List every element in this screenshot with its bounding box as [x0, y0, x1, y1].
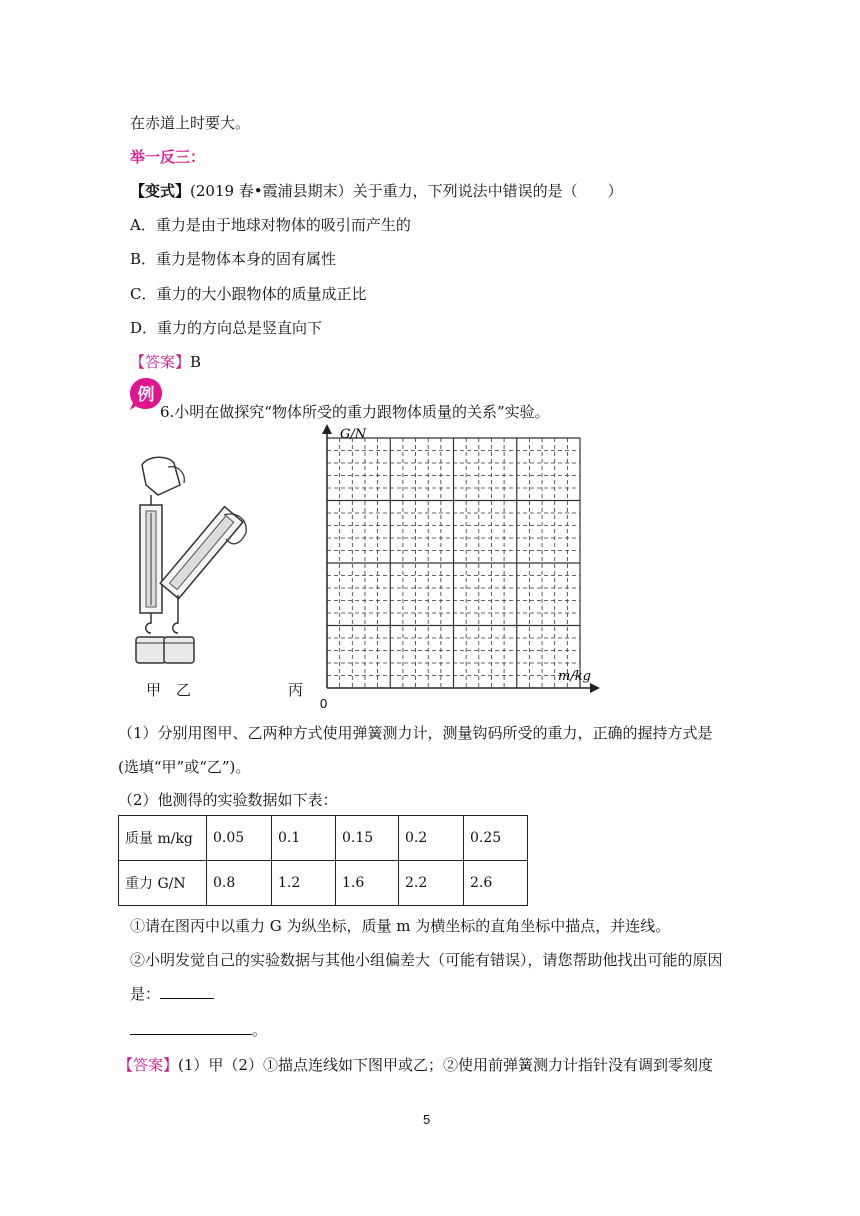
x-axis-arrow-icon [590, 683, 600, 693]
top-text-line: 在赤道上时要大。 [130, 114, 251, 132]
fig-label-yi: 乙 [176, 681, 192, 699]
answer-value: B [190, 353, 202, 371]
answer-text: (1）甲（2）①描点连线如下图甲或乙；②使用前弹簧测力计指针没有调到零刻度 [178, 1056, 713, 1074]
y-axis-label: G/N [340, 427, 367, 442]
page-number: 5 [423, 1112, 431, 1127]
table-row [119, 861, 528, 906]
table-cell: 0.15 [336, 816, 399, 861]
fig-label-jia: 甲 [146, 681, 162, 699]
variant-tag: 【变式】 [130, 182, 191, 200]
answer-blank-2 [130, 1020, 252, 1035]
table-cell: 2.2 [399, 861, 464, 906]
variant-stem: (2019 春•霞浦县期末）关于重力，下列说法中错误的是（ ） [190, 182, 623, 200]
question-2b: ②小明发觉自己的实验数据与其他小组偏差大（可能有错误），请您帮助他找出可能的原因 [130, 951, 723, 969]
origin-label: 0 [320, 696, 328, 710]
table-cell: 重力 G/N [119, 861, 207, 906]
question-2c-text: 是： [130, 985, 161, 1003]
table-cell: 质量 m/kg [119, 816, 207, 861]
table-cell: 2.6 [464, 861, 528, 906]
answer-tag: 【答案】 [130, 353, 191, 371]
data-table [118, 815, 528, 906]
table-row [119, 816, 528, 861]
option-d: D．重力的方向总是竖直向下 [130, 319, 323, 337]
example-badge-icon [128, 376, 164, 412]
table-cell: 0.8 [207, 861, 272, 906]
example-title: 6.小明在做探究“物体所受的重力跟物体质量的关系”实验。 [160, 403, 550, 421]
variant-answer [130, 351, 201, 372]
answer-blank-1 [160, 984, 214, 999]
option-b: B．重力是物体本身的固有属性 [130, 250, 337, 268]
question-1: （1）分别用图甲、乙两种方式使用弹簧测力计，测量钩码所受的重力，正确的握持方式是 [118, 724, 713, 742]
question-1-hint: (选填“甲”或“乙”)。 [118, 758, 251, 776]
blank-end: 。 [252, 1021, 268, 1039]
table-cell: 1.2 [272, 861, 336, 906]
table-cell: 1.6 [336, 861, 399, 906]
table-cell: 0.05 [207, 816, 272, 861]
table-cell: 0.1 [272, 816, 336, 861]
table-cell: 0.25 [464, 816, 528, 861]
badge-text: 例 [137, 385, 155, 405]
option-a: A．重力是由于地球对物体的吸引而产生的 [130, 216, 411, 234]
question-2c [130, 983, 214, 1004]
variant-question [130, 180, 623, 201]
question-2: （2）他测得的实验数据如下表： [118, 791, 338, 809]
blank-line-2 [130, 1019, 267, 1040]
answer-tag: 【答案】 [118, 1056, 179, 1074]
spring-balance-figure [128, 455, 258, 670]
grid-lines [327, 438, 580, 688]
coordinate-grid [310, 420, 610, 710]
fig-label-bing: 丙 [288, 681, 304, 699]
question-2a: ①请在图丙中以重力 G 为纵坐标，质量 m 为横坐标的直角坐标中描点，并连线。 [130, 917, 671, 935]
example-answer [118, 1054, 713, 1075]
table-cell: 0.2 [399, 816, 464, 861]
section-heading: 举一反三： [130, 148, 206, 166]
y-axis-arrow-icon [322, 424, 332, 434]
option-c: C．重力的大小跟物体的质量成正比 [130, 285, 367, 303]
x-axis-label: m/kg [558, 669, 591, 684]
